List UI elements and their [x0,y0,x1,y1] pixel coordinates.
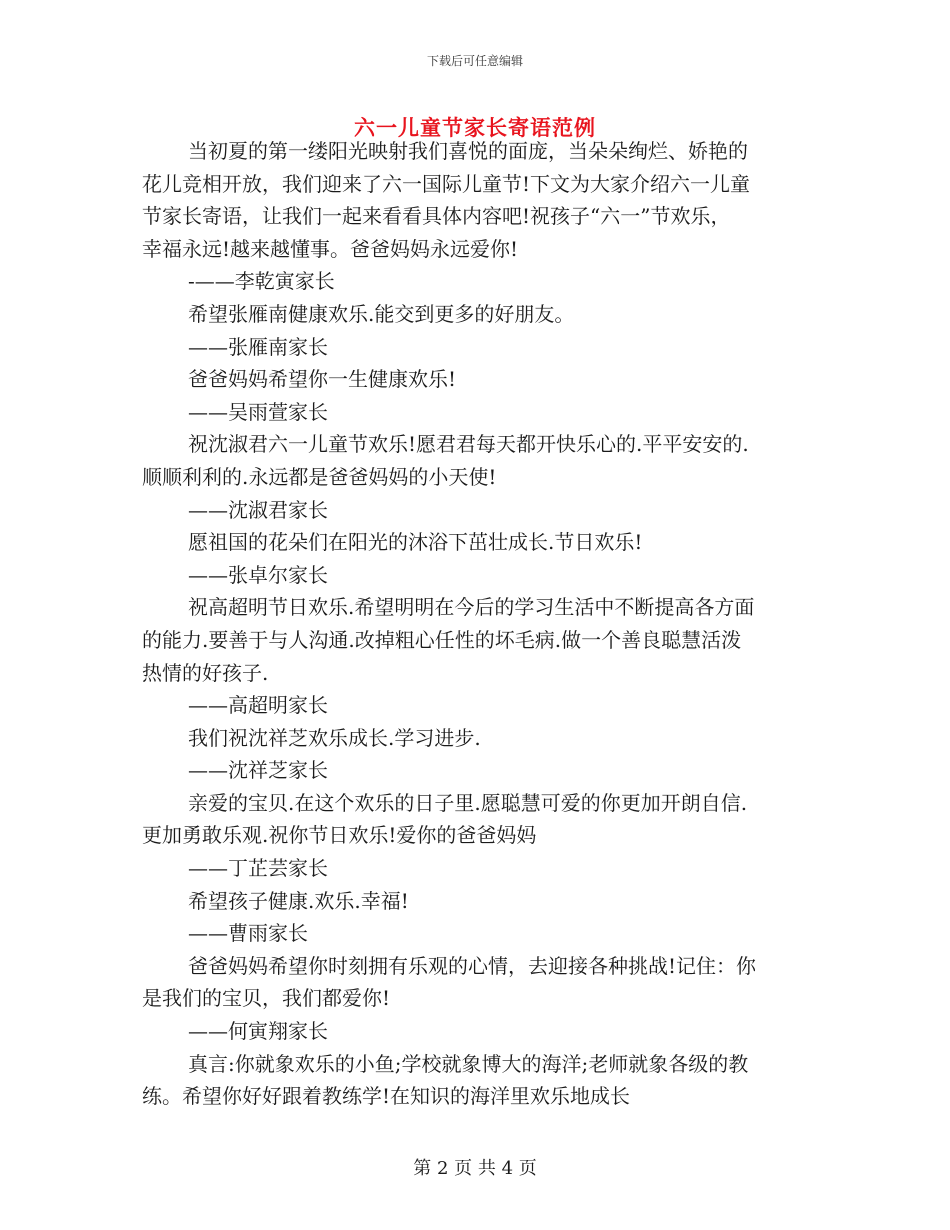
text-line: ——曹雨家长 [188,921,308,946]
text-line: 练。希望你好好跟着教练学!在知识的海洋里欢乐地成长 [142,1084,631,1109]
text-line: 花儿竞相开放，我们迎来了六一国际儿童节!下文为大家介绍六一儿童 [142,171,751,196]
text-line: ——沈淑君家长 [188,497,328,522]
text-line: 祝高超明节日欢乐.希望明明在今后的学习生活中不断提高各方面 [188,595,755,620]
text-line: 亲爱的宝贝.在这个欢乐的日子里.愿聪慧可爱的你更加开朗自信. [188,790,748,815]
text-line: 幸福永远!越来越懂事。爸爸妈妈永远爱你! [142,236,519,261]
text-line: 希望孩子健康.欢乐.幸福! [188,888,409,913]
text-line: 希望张雁南健康欢乐.能交到更多的好朋友。 [188,301,575,326]
text-line: 真言:你就象欢乐的小鱼;学校就象博大的海洋;老师就象各级的教 [188,1051,749,1076]
text-line: 爸爸妈妈希望你时刻拥有乐观的心情，去迎接各种挑战!记住：你 [188,953,757,978]
page-footer: 第 2 页 共 4 页 [413,1158,537,1179]
header-note: 下载后可任意编辑 [426,54,523,68]
text-line: 更加勇敢乐观.祝你节日欢乐!爱你的爸爸妈妈 [142,823,537,848]
text-line: 我们祝沈祥芝欢乐成长.学习进步. [188,725,481,750]
text-line: 愿祖国的花朵们在阳光的沐浴下茁壮成长.节日欢乐! [188,530,643,555]
text-line: ——丁芷芸家长 [188,856,328,881]
text-line: ——张雁南家长 [188,334,328,359]
text-line: ——高超明家长 [188,693,328,718]
text-line: 热情的好孩子. [142,660,269,685]
text-line: ——何寅翔家长 [188,1019,328,1044]
document-title: 六一儿童节家长寄语范例 [354,116,596,140]
text-line: 顺顺利利的.永远都是爸爸妈妈的小天使! [142,464,497,489]
text-line: ——沈祥芝家长 [188,758,328,783]
text-line: ——张卓尔家长 [188,562,328,587]
text-line: 是我们的宝贝，我们都爱你! [142,986,391,1011]
text-line: 爸爸妈妈希望你一生健康欢乐! [188,367,457,392]
text-line: 节家长寄语，让我们一起来看看具体内容吧!祝孩子“六一”节欢乐， [142,204,731,229]
text-line: 当初夏的第一缕阳光映射我们喜悦的面庞，当朵朵绚烂、娇艳的 [188,139,748,163]
text-line: 的能力.要善于与人沟通.改掉粗心任性的坏毛病.做一个善良聪慧活泼 [142,627,742,652]
text-line: -——李乾寅家长 [188,269,335,294]
document-body [142,135,808,1113]
text-line: 祝沈淑君六一儿童节欢乐!愿君君每天都开快乐心的.平平安安的. [188,432,749,457]
text-line: ——吴雨萱家长 [188,399,328,424]
